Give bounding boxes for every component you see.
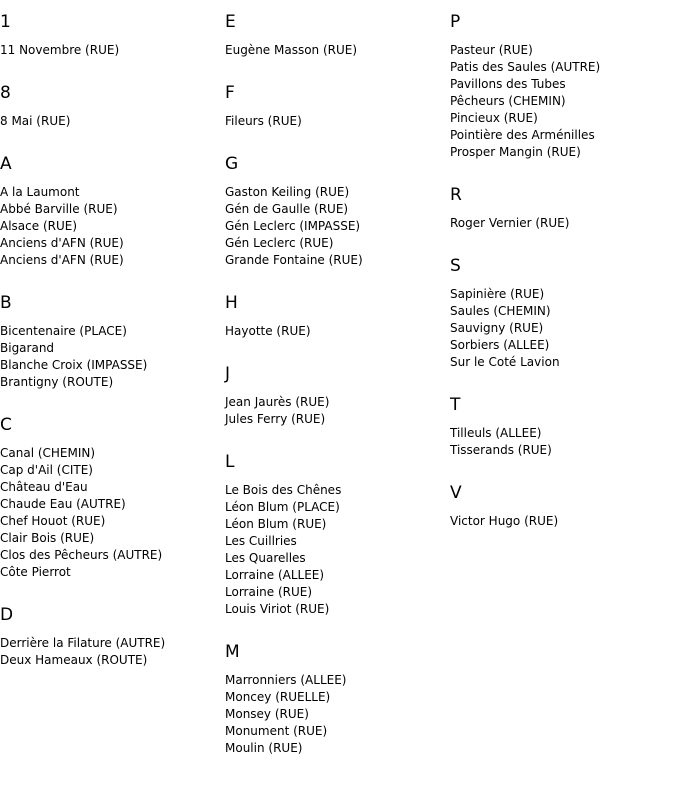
letter-group: [225, 83, 445, 130]
index-column: [0, 12, 220, 693]
street-item: 8 Mai (RUE): [0, 114, 71, 128]
letter-heading: P: [450, 12, 461, 32]
letter-heading: T: [450, 395, 461, 415]
street-item: Blanche Croix (IMPASSE): [0, 358, 148, 372]
street-item: Château d'Eau: [0, 480, 88, 494]
street-item: Moncey (RUELLE): [225, 690, 331, 704]
street-item: Tisserands (RUE): [450, 443, 552, 457]
street-item: Jean Jaurès (RUE): [225, 395, 330, 409]
street-item: Gén Leclerc (RUE): [225, 236, 334, 250]
letter-group: [225, 12, 445, 59]
letter-group: [450, 395, 670, 459]
street-item: Léon Blum (RUE): [225, 517, 327, 531]
street-item: Pavillons des Tubes: [450, 77, 566, 91]
street-list: [225, 394, 445, 428]
letter-group: [450, 256, 670, 371]
street-item: Les Cuillries: [225, 534, 297, 548]
letter-heading: C: [0, 415, 12, 435]
street-item: Bigarand: [0, 341, 55, 355]
street-item: Gén Leclerc (IMPASSE): [225, 219, 361, 233]
street-list: [225, 184, 445, 269]
letter-heading: H: [225, 293, 238, 313]
street-item: Lorraine (RUE): [225, 585, 313, 599]
street-item: Chaude Eau (AUTRE): [0, 497, 126, 511]
street-item: Anciens d'AFN (RUE): [0, 236, 124, 250]
street-item: Sauvigny (RUE): [450, 321, 544, 335]
letter-group: [0, 154, 220, 269]
street-item: Marronniers (ALLEE): [225, 673, 347, 687]
letter-group: [0, 83, 220, 130]
street-item: Pêcheurs (CHEMIN): [450, 94, 566, 108]
street-list: [450, 215, 670, 232]
street-item: Gaston Keiling (RUE): [225, 185, 350, 199]
street-list: [450, 513, 670, 530]
street-list: [225, 113, 445, 130]
letter-group: [0, 415, 220, 581]
letter-group: [225, 364, 445, 428]
letter-heading: S: [450, 256, 461, 276]
street-list: [450, 42, 670, 161]
street-item: Anciens d'AFN (RUE): [0, 253, 124, 267]
street-item: Côte Pierrot: [0, 565, 71, 579]
letter-group: [225, 293, 445, 340]
letter-heading: E: [225, 12, 236, 32]
letter-heading: A: [0, 154, 12, 174]
letter-heading: V: [450, 483, 462, 503]
street-item: Saules (CHEMIN): [450, 304, 551, 318]
street-item: 11 Novembre (RUE): [0, 43, 120, 57]
street-list: [0, 635, 220, 669]
street-item: Lorraine (ALLEE): [225, 568, 325, 582]
letter-group: [225, 642, 445, 757]
street-item: Pincieux (RUE): [450, 111, 538, 125]
street-item: Monument (RUE): [225, 724, 328, 738]
street-list: [450, 425, 670, 459]
letter-heading: F: [225, 83, 235, 103]
street-list: [0, 445, 220, 581]
street-item: Prosper Mangin (RUE): [450, 145, 581, 159]
street-item: Sapinière (RUE): [450, 287, 545, 301]
letter-group: [225, 154, 445, 269]
street-item: Deux Hameaux (ROUTE): [0, 653, 148, 667]
street-list: [0, 42, 220, 59]
street-list: [225, 672, 445, 757]
street-item: Derrière la Filature (AUTRE): [0, 636, 166, 650]
letter-heading: L: [225, 452, 235, 472]
index-column: [225, 12, 445, 781]
street-item: Les Quarelles: [225, 551, 306, 565]
street-item: Roger Vernier (RUE): [450, 216, 570, 230]
street-item: Hayotte (RUE): [225, 324, 311, 338]
street-item: Louis Viriot (RUE): [225, 602, 330, 616]
index-column: [450, 12, 670, 554]
letter-heading: R: [450, 185, 462, 205]
street-item: Fileurs (RUE): [225, 114, 302, 128]
letter-heading: 8: [0, 83, 11, 103]
street-item: Pointière des Arménilles: [450, 128, 595, 142]
street-list: [225, 482, 445, 618]
street-item: Grande Fontaine (RUE): [225, 253, 363, 267]
street-list: [450, 286, 670, 371]
letter-group: [450, 483, 670, 530]
letter-heading: J: [225, 364, 231, 384]
street-item: Clos des Pêcheurs (AUTRE): [0, 548, 163, 562]
street-item: Patis des Saules (AUTRE): [450, 60, 601, 74]
letter-group: [0, 293, 220, 391]
letter-heading: G: [225, 154, 239, 174]
street-list: [0, 184, 220, 269]
letter-heading: D: [0, 605, 14, 625]
street-item: Monsey (RUE): [225, 707, 309, 721]
letter-heading: M: [225, 642, 240, 662]
street-list: [225, 42, 445, 59]
street-item: Le Bois des Chênes: [225, 483, 342, 497]
street-item: Brantigny (ROUTE): [0, 375, 114, 389]
letter-group: [0, 605, 220, 669]
street-item: Tilleuls (ALLEE): [450, 426, 542, 440]
street-item: Victor Hugo (RUE): [450, 514, 559, 528]
letter-heading: B: [0, 293, 12, 313]
street-item: Pasteur (RUE): [450, 43, 533, 57]
street-item: Léon Blum (PLACE): [225, 500, 340, 514]
street-item: Moulin (RUE): [225, 741, 303, 755]
street-list: [0, 113, 220, 130]
street-item: Canal (CHEMIN): [0, 446, 96, 460]
street-item: Chef Houot (RUE): [0, 514, 106, 528]
street-item: A la Laumont: [0, 185, 80, 199]
street-item: Eugène Masson (RUE): [225, 43, 358, 57]
street-item: Clair Bois (RUE): [0, 531, 95, 545]
street-item: Alsace (RUE): [0, 219, 78, 233]
letter-group: [225, 452, 445, 618]
letter-heading: 1: [0, 12, 11, 32]
street-index: [0, 12, 675, 785]
street-item: Bicentenaire (PLACE): [0, 324, 127, 338]
letter-group: [450, 185, 670, 232]
street-item: Abbé Barville (RUE): [0, 202, 118, 216]
street-item: Sur le Coté Lavion: [450, 355, 560, 369]
letter-group: [450, 12, 670, 161]
street-item: Cap d'Ail (CITE): [0, 463, 93, 477]
street-list: [0, 323, 220, 391]
street-item: Gén de Gaulle (RUE): [225, 202, 349, 216]
street-item: Sorbiers (ALLEE): [450, 338, 550, 352]
street-list: [225, 323, 445, 340]
letter-group: [0, 12, 220, 59]
street-item: Jules Ferry (RUE): [225, 412, 326, 426]
